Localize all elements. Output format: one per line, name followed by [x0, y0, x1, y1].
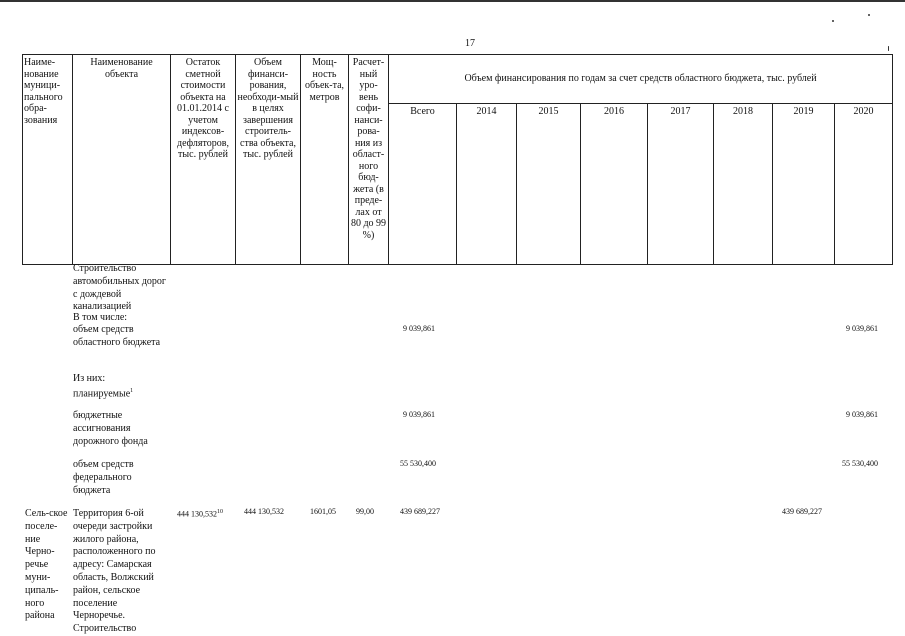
header-year-2020: 2020 — [835, 104, 893, 265]
regional-funds-2020: 9 039,861 — [846, 324, 878, 333]
planned-row — [73, 385, 169, 401]
financing-table-header — [22, 54, 893, 265]
chernorechye-capacity: 1601,05 — [310, 507, 336, 516]
scan-border-line — [0, 0, 905, 2]
header-municipality: Наиме-нование муници-пального обра-зования — [23, 55, 73, 265]
chernorechye-remaining-cost-footnote: 10 — [217, 509, 223, 515]
header-year-2017: 2017 — [648, 104, 714, 265]
header-object-name: Наименование объекта — [73, 55, 171, 265]
header-remaining-cost: Остаток сметной стоимости объекта на 01.01.2014 с учетом индексов-дефляторов, тыс. рублей — [171, 55, 236, 265]
scan-speck — [868, 14, 870, 16]
chernorechye-object: Территория 6-ой очереди застройки жилого района, расположенного по адресу: Самарская область, Волжский район, сельское поселение Черноречье. Строительство — [73, 508, 156, 635]
federal-funds-label: объем средств федерального бюджета — [73, 459, 134, 496]
regional-funds-label: объем средств областного бюджета — [73, 324, 161, 348]
planned-footnote: 1 — [130, 388, 134, 394]
header-year-2015: 2015 — [517, 104, 581, 265]
scan-speck — [832, 20, 834, 22]
chernorechye-cofinancing-level: 99,00 — [356, 507, 374, 516]
chernorechye-remaining-cost-cell — [177, 507, 223, 520]
chernorechye-total: 439 689,227 — [400, 507, 440, 516]
chernorechye-2019: 439 689,227 — [782, 507, 822, 516]
page-number: 17 — [465, 38, 475, 49]
header-financing-by-years: Объем финансирования по годам за счет средств областного бюджета, тыс. рублей — [389, 55, 893, 104]
header-capacity: Мощ-ность объек-та, метров — [301, 55, 349, 265]
road-fund-total: 9 039,861 — [403, 410, 435, 419]
federal-funds-total: 55 530,400 — [400, 459, 436, 468]
header-year-2019: 2019 — [773, 104, 835, 265]
scan-speck — [888, 46, 889, 51]
road-fund-2020: 9 039,861 — [846, 410, 878, 419]
header-year-2014: 2014 — [457, 104, 517, 265]
header-year-2018: 2018 — [714, 104, 773, 265]
federal-funds-2020: 55 530,400 — [842, 459, 878, 468]
including-label: В том числе: — [73, 312, 128, 323]
header-cofinancing-level: Расчет-ный уро-вень софи-нанси-рова-ния из област-ного бюд-жета (в преде-лах от 80 до 99 %) — [349, 55, 389, 265]
regional-funds-total: 9 039,861 — [403, 324, 435, 333]
chernorechye-municipality: Сель-ское поселе-ние Черно-речье муни-ципаль-ного района — [25, 508, 68, 622]
road-fund-label: бюджетные ассигнования дорожного фонда — [73, 410, 148, 447]
header-year-2016: 2016 — [581, 104, 648, 265]
chernorechye-required-financing: 444 130,532 — [244, 507, 284, 516]
of-which-label: Из них: — [73, 373, 106, 384]
road-construction-label: Строительство автомобильных дорог с дождевой канализацией — [73, 263, 167, 313]
chernorechye-remaining-cost: 444 130,532 — [177, 509, 217, 519]
planned-label: планируемые — [73, 388, 131, 400]
header-total: Всего — [389, 104, 457, 265]
header-required-financing: Объем финанси-рования, необходи-мый в целях завершения строитель-ства объекта, тыс. рублей — [236, 55, 301, 265]
